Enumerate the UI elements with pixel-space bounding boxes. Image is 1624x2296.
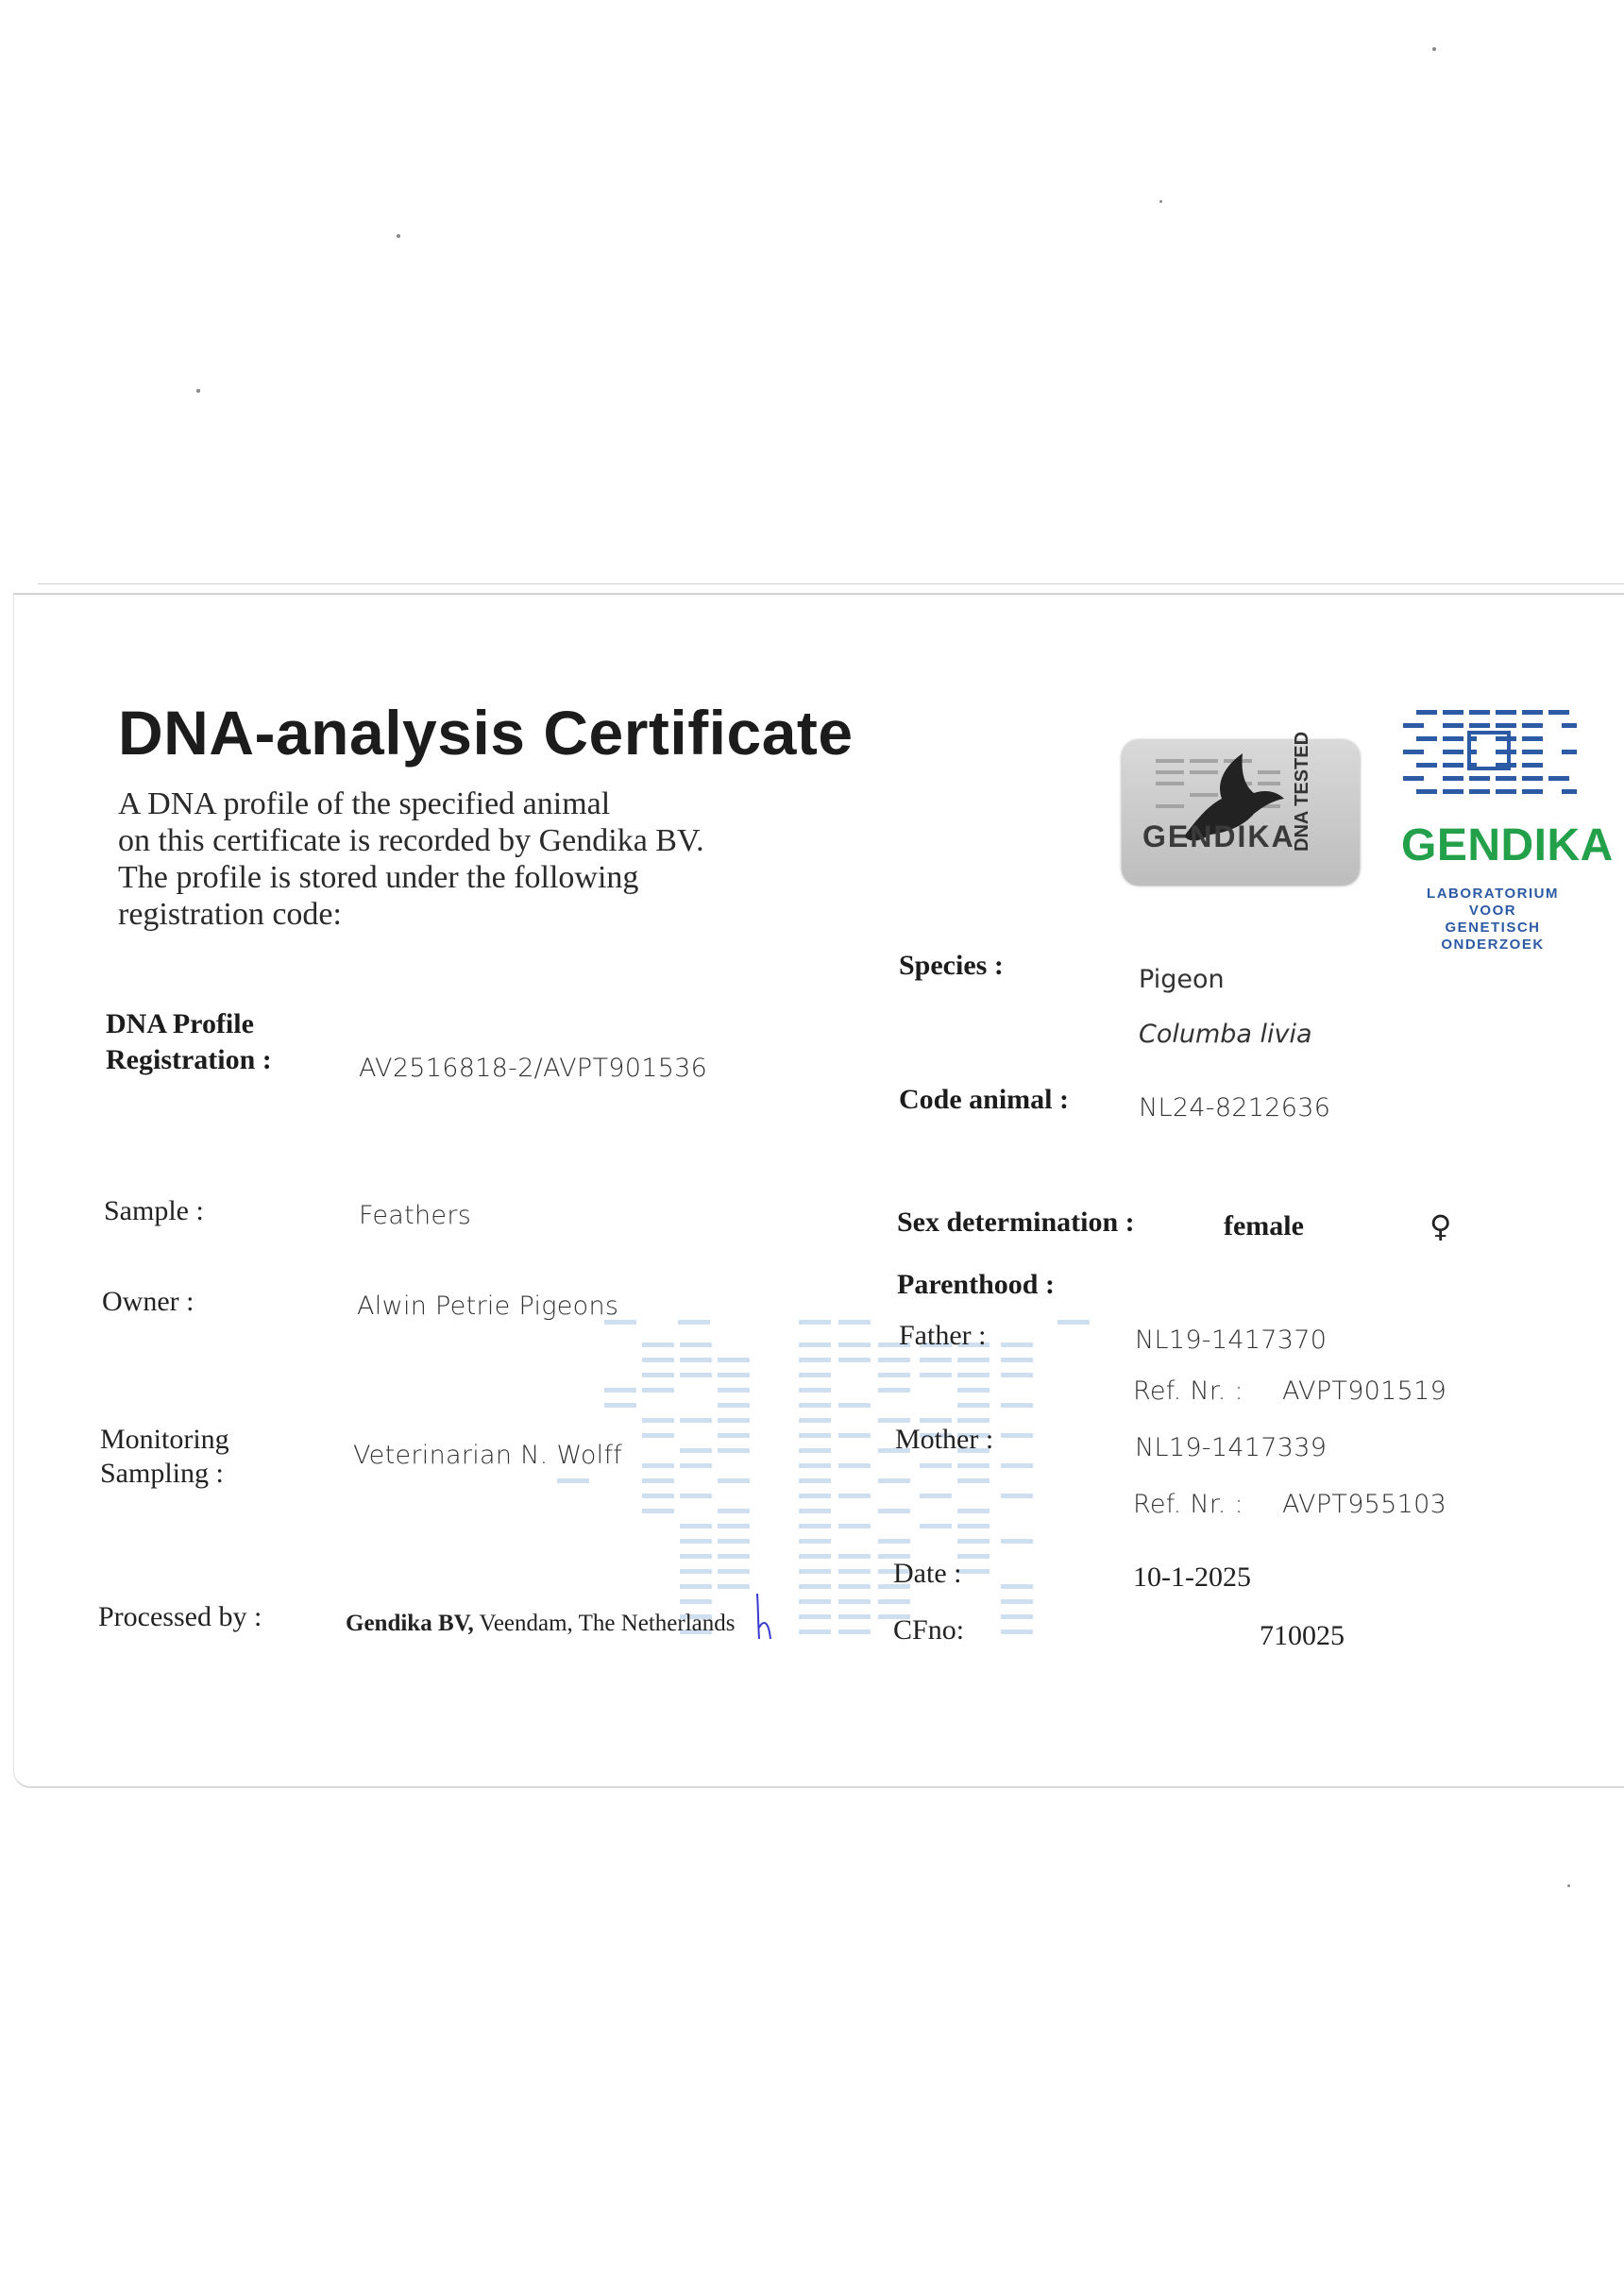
father-ref-label: Ref. Nr. : xyxy=(1133,1376,1243,1406)
scan-speck xyxy=(196,389,200,393)
species-latin-value: Columba livia xyxy=(1139,1020,1312,1049)
parenthood-label: Parenthood : xyxy=(897,1269,1055,1300)
species-common-value: Pigeon xyxy=(1139,965,1225,994)
father-label: Father : xyxy=(899,1320,987,1351)
mother-label: Mother : xyxy=(895,1424,994,1455)
monitoring-value: Veterinarian N. Wolff xyxy=(353,1441,623,1470)
processed-by-value xyxy=(346,1611,736,1637)
sex-value: female xyxy=(1224,1210,1304,1241)
gendika-logo-text: GENDIKA xyxy=(1401,820,1614,870)
card-top-rule xyxy=(38,583,1624,584)
monitoring-label: Monitoring xyxy=(100,1424,229,1455)
dna-profile-label: DNA Profile xyxy=(106,1008,254,1039)
processed-location: Veendam, The Netherlands xyxy=(479,1611,736,1636)
code-animal-label: Code animal : xyxy=(899,1084,1069,1115)
sample-label: Sample : xyxy=(104,1195,204,1226)
gendika-subtitle-line: LABORATORIUM VOOR xyxy=(1427,886,1559,919)
sample-value: Feathers xyxy=(359,1201,472,1230)
intro-line: registration code: xyxy=(118,897,342,932)
processed-company: Gendika BV, xyxy=(346,1611,474,1636)
intro-line: The profile is stored under the following xyxy=(118,860,639,895)
code-animal-value: NL24-8212636 xyxy=(1139,1093,1331,1123)
gendika-subtitle-line: GENETISCH ONDERZOEK xyxy=(1441,920,1545,953)
sex-determination-label: Sex determination : xyxy=(897,1207,1135,1238)
species-label: Species : xyxy=(899,950,1004,981)
cfno-value: 710025 xyxy=(1260,1620,1345,1651)
cfno-label: CFno: xyxy=(893,1614,965,1646)
gendika-logo-subtitle xyxy=(1403,886,1582,954)
scan-speck xyxy=(1159,200,1162,203)
sampling-label: Sampling : xyxy=(100,1458,224,1489)
date-label: Date : xyxy=(893,1558,962,1589)
father-value: NL19-1417370 xyxy=(1135,1325,1328,1355)
badge-brand-text: GENDIKA xyxy=(1142,819,1295,853)
badge-tested-text: DNA TESTED xyxy=(1292,731,1312,852)
processed-by-label: Processed by : xyxy=(98,1601,262,1632)
scan-speck xyxy=(1432,47,1436,51)
intro-line: A DNA profile of the specified animal xyxy=(118,786,611,821)
gendika-logo-icon xyxy=(1403,704,1582,814)
intro-line: on this certificate is recorded by Gendika BV. xyxy=(118,823,704,858)
dna-profile-value: AV2516818-2/AVPT901536 xyxy=(359,1054,708,1083)
certificate-title: DNA-analysis Certificate xyxy=(118,698,854,768)
owner-value: Alwin Petrie Pigeons xyxy=(357,1292,619,1321)
mother-ref-value: AVPT955103 xyxy=(1282,1490,1447,1519)
father-ref-value: AVPT901519 xyxy=(1282,1376,1447,1406)
date-value: 10-1-2025 xyxy=(1133,1562,1251,1593)
female-symbol-icon: ♀ xyxy=(1429,1208,1452,1244)
mother-value: NL19-1417339 xyxy=(1135,1433,1328,1462)
mother-ref-label: Ref. Nr. : xyxy=(1133,1490,1243,1519)
owner-label: Owner : xyxy=(102,1286,195,1317)
scan-speck xyxy=(1567,1884,1570,1887)
intro-text xyxy=(118,785,798,933)
signature-mark-icon xyxy=(753,1592,774,1641)
registration-label: Registration : xyxy=(106,1044,272,1075)
scan-speck xyxy=(397,234,400,238)
